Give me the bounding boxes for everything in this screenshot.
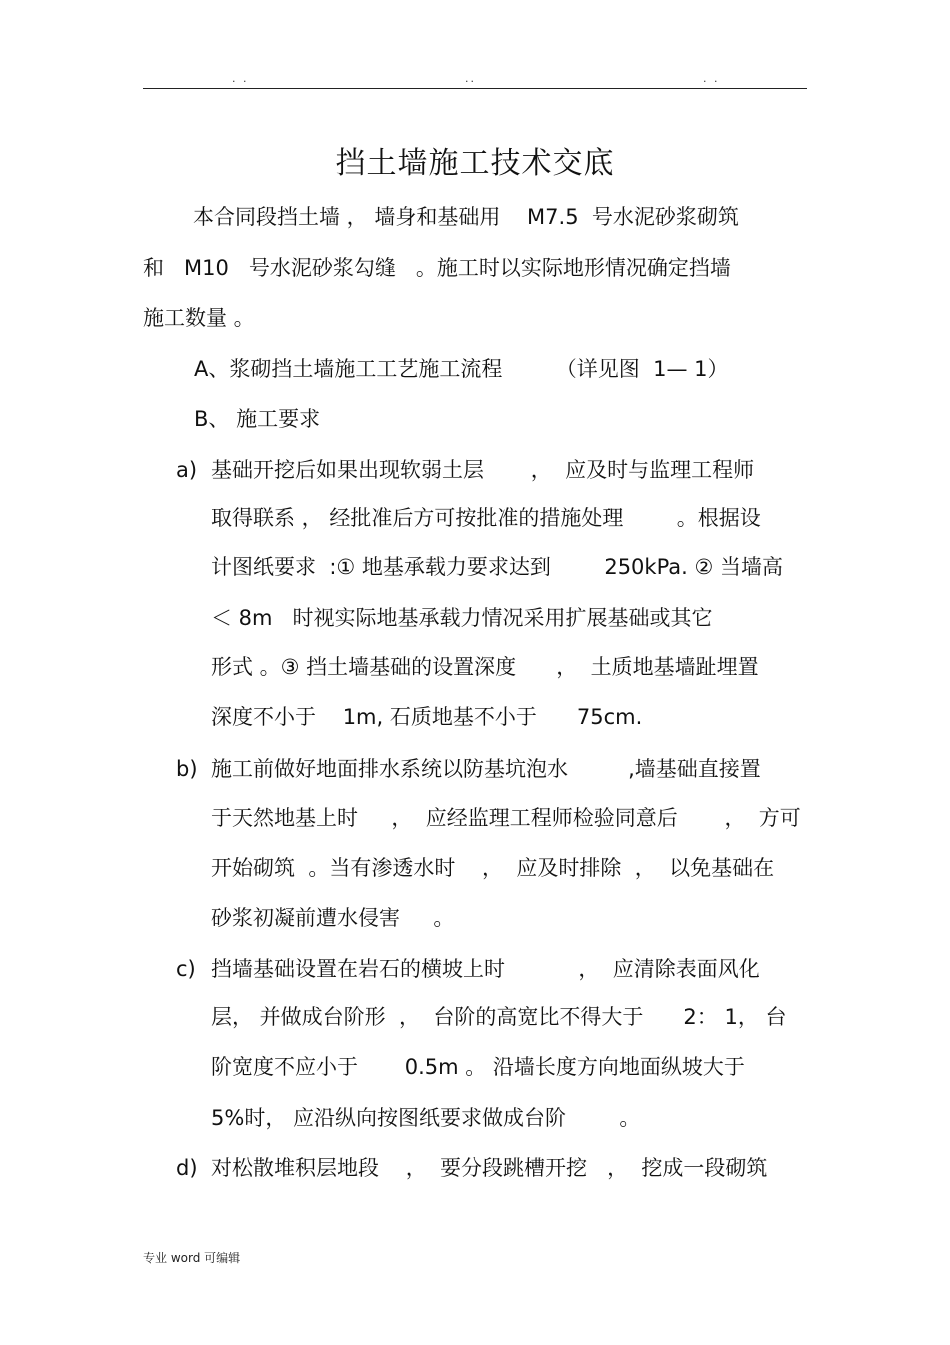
header-dots-left: . . bbox=[232, 72, 249, 85]
item-line: 层， 并做成台阶形 ， 台阶的高宽比不得大于 2： 1， 台 bbox=[211, 1005, 787, 1029]
item-line: 于天然地基上时 ， 应经监理工程师检验同意后 ， 方可 bbox=[211, 806, 801, 830]
document-title: 挡土墙施工技术交底 bbox=[335, 146, 615, 181]
footer-note: 专业 word 可编辑 bbox=[143, 1251, 241, 1265]
intro-line-1: 本合同段挡土墙 ， 墙身和基础用 M7.5 号水泥砂浆砌筑 bbox=[193, 205, 739, 229]
item-marker: c) bbox=[176, 957, 196, 981]
intro-line-2: 和 M10 号水泥砂浆勾缝 。施工时以实际地形情况确定挡墙 bbox=[143, 256, 731, 280]
item-line: 施工前做好地面排水系统以防基坑泡水 ,墙基础直接置 bbox=[211, 757, 761, 781]
section-b-heading: B、 施工要求 bbox=[194, 407, 321, 431]
item-line: 取得联系 ， 经批准后方可按批准的措施处理 。根据设 bbox=[211, 506, 761, 530]
item-line: 砂浆初凝前遭水侵害 。 bbox=[211, 906, 455, 930]
item-marker: d) bbox=[176, 1156, 198, 1180]
item-line: 计图纸要求 :① 地基承载力要求达到 250kPa. ② 当墙高 bbox=[211, 555, 784, 579]
item-line: 形式 。③ 挡土墙基础的设置深度 ， 土质地基墙趾埋置 bbox=[211, 655, 759, 679]
item-marker: b) bbox=[176, 757, 198, 781]
item-line: 基础开挖后如果出现软弱土层 ， 应及时与监理工程师 bbox=[211, 458, 755, 482]
header-rule bbox=[143, 88, 807, 89]
header-dots-right: . . bbox=[703, 72, 720, 85]
item-line: 深度不小于 1m, 石质地基不小于 75cm. bbox=[211, 705, 643, 729]
item-line: 开始砌筑 。当有渗透水时 ， 应及时排除 ， 以免基础在 bbox=[211, 856, 775, 880]
item-line: 挡墙基础设置在岩石的横坡上时 ， 应清除表面风化 bbox=[211, 957, 760, 981]
item-line: 对松散堆积层地段 ， 要分段跳槽开挖 ， 挖成一段砌筑 bbox=[211, 1156, 768, 1180]
header-dots-center: .. bbox=[465, 72, 476, 85]
section-a-heading: A、浆砌挡土墙施工工艺施工流程 （详见图 1— 1） bbox=[194, 357, 729, 381]
item-line: 阶宽度不应小于 0.5m 。 沿墙长度方向地面纵坡大于 bbox=[211, 1055, 745, 1079]
intro-line-3: 施工数量 。 bbox=[143, 306, 255, 330]
item-line: 5%时， 应沿纵向按图纸要求做成台阶 。 bbox=[211, 1106, 641, 1130]
item-line: ＜ 8m 时视实际地基承载力情况采用扩展基础或其它 bbox=[211, 606, 713, 630]
item-marker: a) bbox=[176, 458, 198, 482]
